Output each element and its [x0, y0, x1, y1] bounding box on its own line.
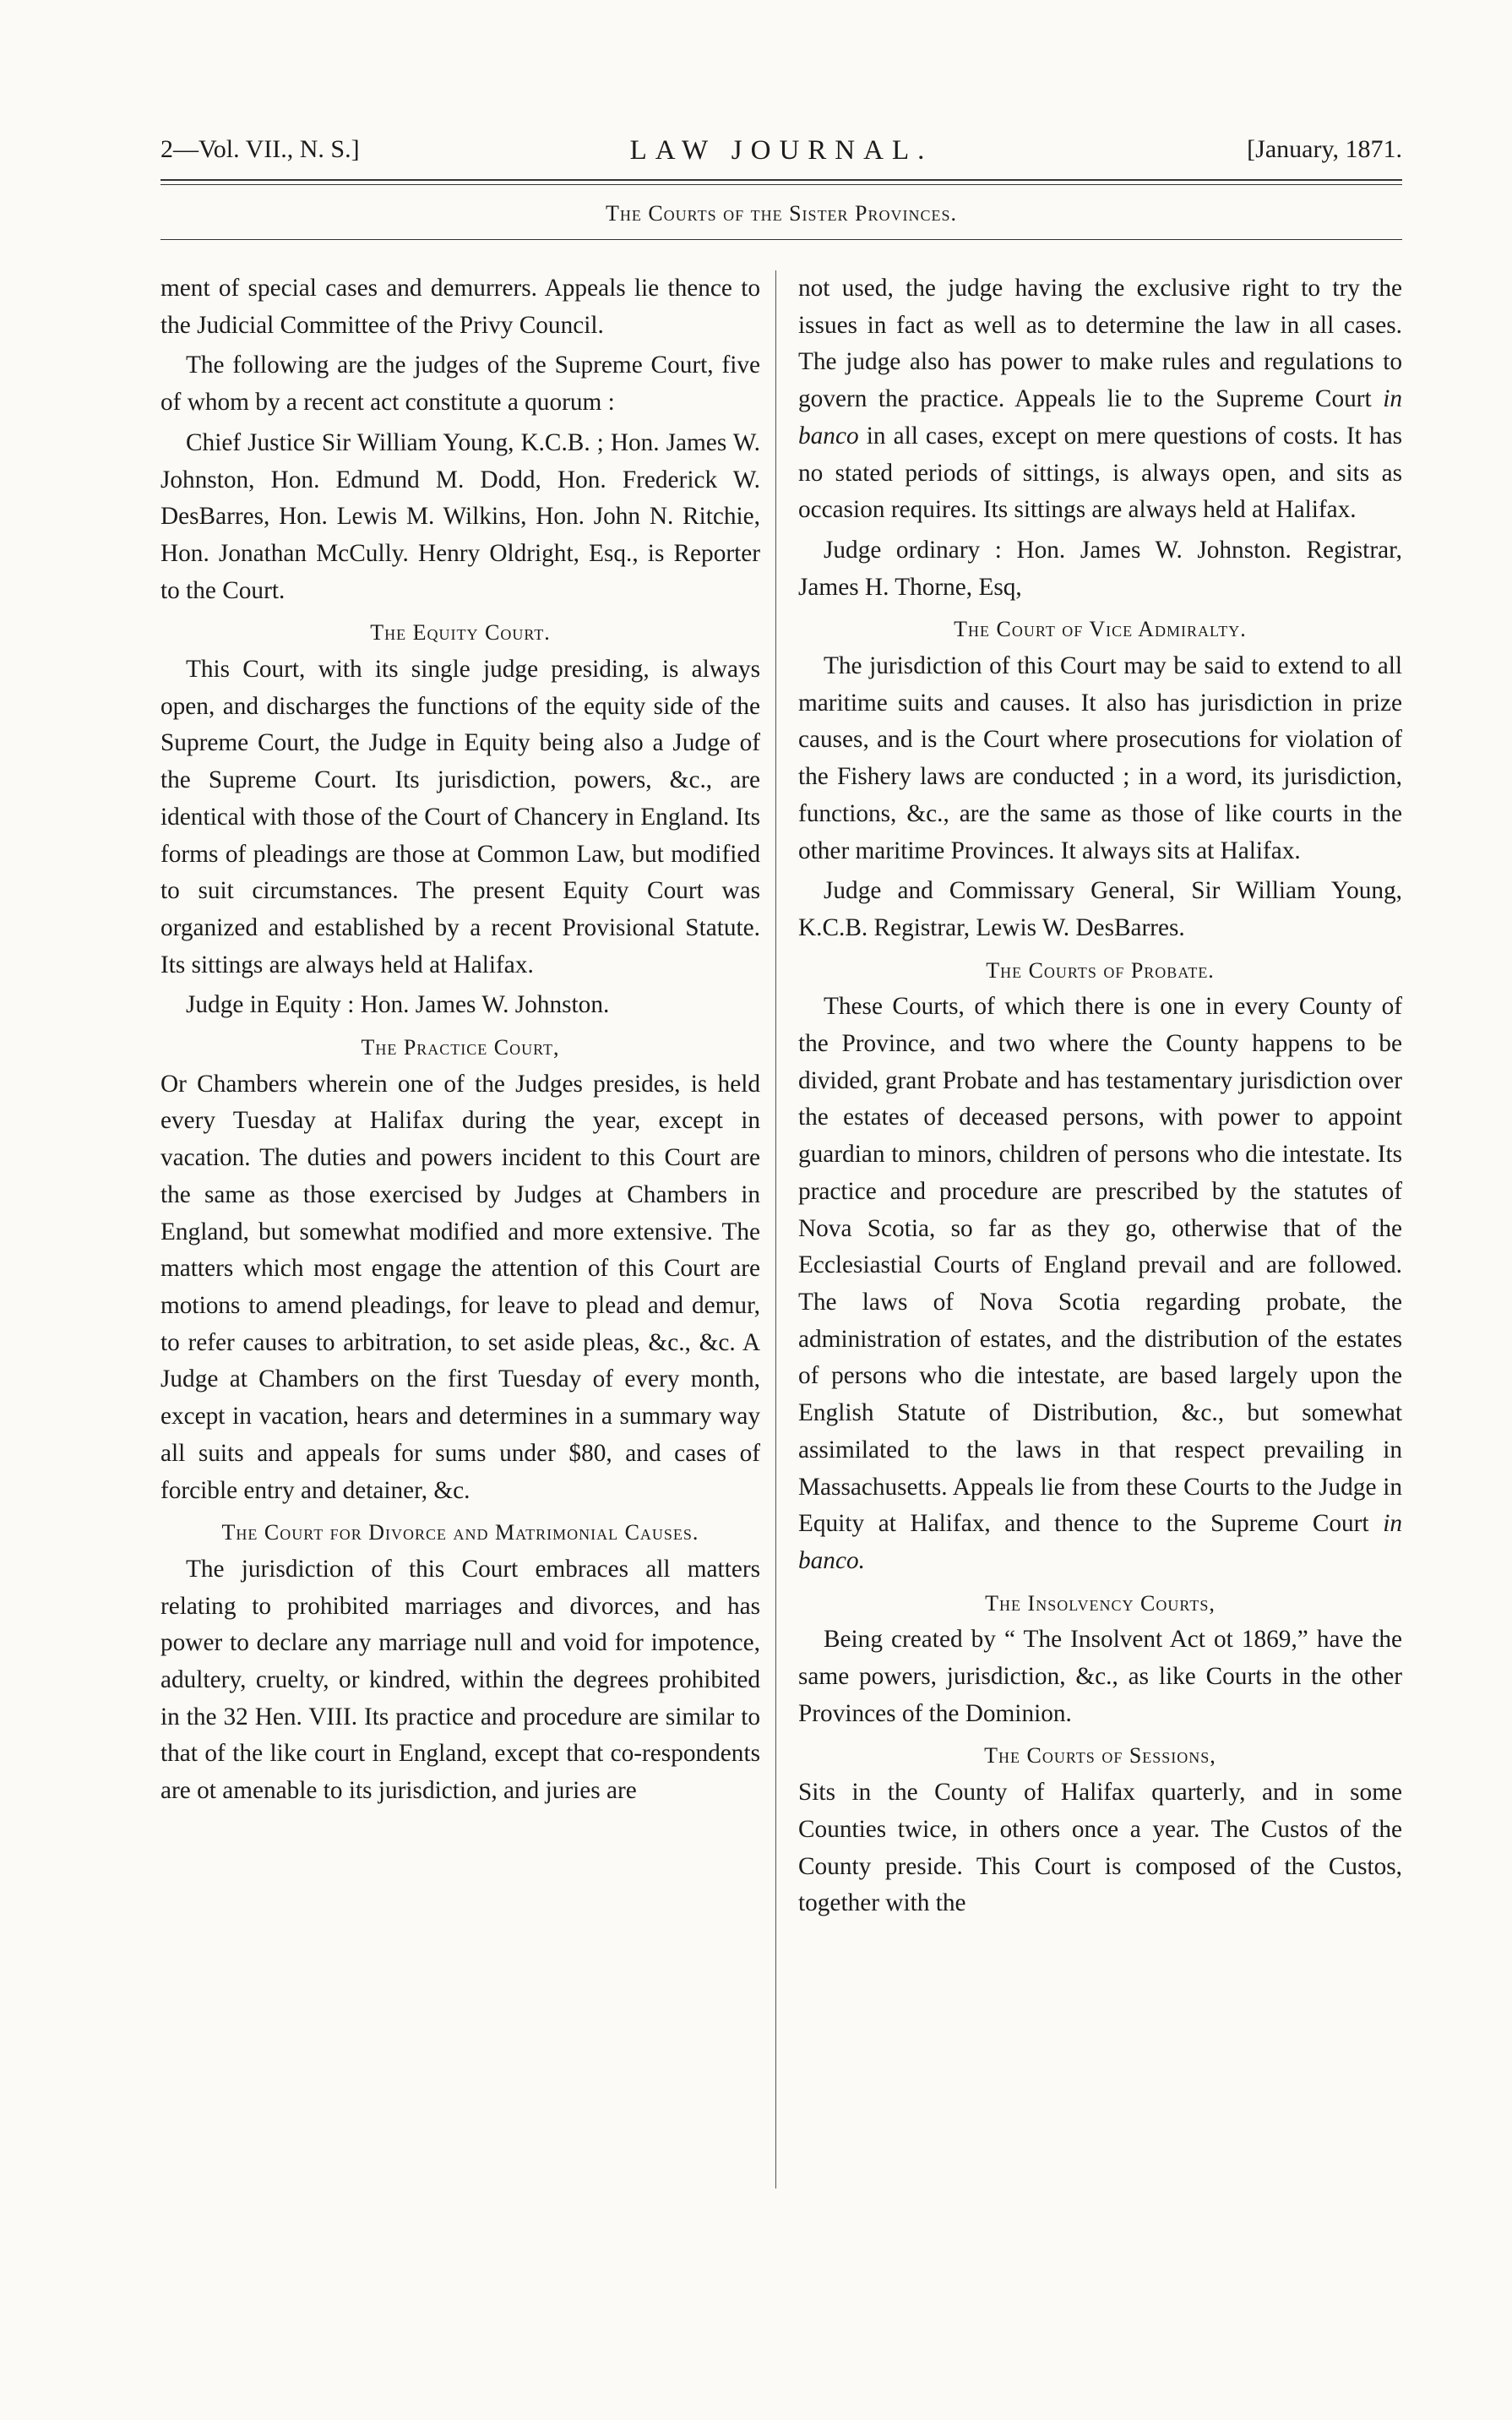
heading-equity-court: The Equity Court.	[370, 620, 551, 646]
paragraph: The following are the judges of the Supreme Court, five of whom by a recent act constitute a quorum :	[160, 352, 760, 417]
volume-number: 2—Vol. VII., N. S.]	[160, 135, 360, 163]
heading-practice-court: The Practice Court,	[361, 1035, 560, 1060]
paragraph	[798, 270, 1402, 529]
heading-divorce-court: The Court for Divorce and Matrimonial Causes.	[221, 1520, 699, 1545]
text-run: not used, the judge having the exclusive right to try the issues in fact as well as to determine the law in all cases. The judge also has power to make rules and regulations to govern the practice. Appeals lie to the Supreme Court	[798, 275, 1402, 413]
left-column	[160, 270, 760, 1810]
right-column	[798, 270, 1402, 1922]
text-run: These Courts, of which there is one in every County of the Province, and two where the County happens to be divided, grant Probate and has testamentary jurisdiction over the estates of deceased persons, with power to appoint guardian to minors, children of persons who die intestate. Its practice and procedure are prescribed by the statutes of Nova Scotia, so far as they go, otherwise that of the Ecclesiastial Courts of England prevail and are followed. The laws of Nova Scotia regarding probate, the administration of estates, and the distribution of the estates of persons who die intestate, are based largely upon the English Statute of Distribution, &c., but somewhat assimilated to the laws in that respect prevailing in Massachusetts. Appeals lie from these Courts to the Judge in Equity at Halifax, and thence to the Supreme Court	[798, 993, 1402, 1538]
paragraph	[798, 989, 1402, 1579]
heading-vice-admiralty: The Court of Vice Admiralty.	[954, 617, 1247, 642]
section-title: The Courts of the Sister Provinces.	[605, 201, 958, 226]
paragraph: ment of special cases and demurrers. Appeals lie thence to the Judicial Committee of the Privy Council.	[160, 275, 760, 339]
heading-probate-courts: The Courts of Probate.	[986, 957, 1215, 983]
heading-insolvency-courts: The Insolvency Courts,	[985, 1590, 1216, 1616]
paragraph: Judge ordinary : Hon. James W. Johnston. Registrar, James H. Thorne, Esq,	[798, 536, 1402, 601]
paragraph: Judge in Equity : Hon. James W. Johnston.	[186, 991, 610, 1019]
heading-sessions-courts: The Courts of Sessions,	[984, 1743, 1216, 1769]
paragraph: Sits in the County of Halifax quarterly, and in some Counties twice, in others once a year. The Custos of the County preside. This Court is composed of the Custos, together with the	[798, 1779, 1402, 1917]
header-rule-bottom	[160, 184, 1402, 185]
paragraph: This Court, with its single judge presiding, is always open, and discharges the functions of the equity side of the Supreme Court, the Judge in Equity being also a Judge of the Supreme Court. Its jurisdiction, powers, &c., are identical with those of the Court of Chancery in England. Its forms of pleadings are those at Common Law, but modified to suit circumstances. The present Equity Court was organized and established by a recent Provisional Statute. Its sittings are always held at Halifax.	[160, 656, 760, 978]
paragraph: Being created by “ The Insolvent Act ot 1869,” have the same powers, jurisdiction, &c., as like Courts in the other Provinces of the Dominion.	[798, 1626, 1402, 1727]
column-divider	[775, 270, 776, 2188]
text-run: in all cases, except on mere questions of costs. It has no stated periods of sittings, is always open, and sits as occasion requires. Its sittings are always held at Halifax.	[798, 422, 1402, 524]
paragraph: The jurisdiction of this Court embraces all matters relating to prohibited marriages and divorces, and has power to declare any marriage null and void for impotence, adultery, cruelty, or kindred, within the degrees prohibited in the 32 Hen. VIII. Its practice and procedure are similar to that of the like court in England, except that co-respondents are ot amenable to its jurisdiction, and juries are	[160, 1555, 760, 1805]
paragraph: The jurisdiction of this Court may be said to extend to all maritime suits and causes. It also has jurisdiction in prize causes, and is the Court where prosecutions for violation of the Fishery laws are conducted ; in a word, its jurisdiction, functions, &c., are the same as those of like courts in the other maritime Provinces. It always sits at Halifax.	[798, 652, 1402, 864]
header-rule-top	[160, 179, 1402, 181]
paragraph: Judge and Commissary General, Sir William Young, K.C.B. Registrar, Lewis W. DesBarres.	[798, 877, 1402, 941]
issue-date: [January, 1871.	[1247, 135, 1402, 163]
section-rule	[160, 239, 1402, 240]
italic-run: in banco	[798, 385, 1402, 450]
journal-title: LAW JOURNAL.	[629, 135, 933, 166]
running-head	[160, 135, 1402, 172]
italic-run: in banco.	[798, 1510, 1402, 1574]
paragraph: Or Chambers wherein one of the Judges presides, is held every Tuesday at Halifax during the year, except in vacation. The duties and powers incident to this Court are the same as those exercised by Judges at Chambers in England, but somewhat modified and more extensive. The matters which most engage the attention of this Court are motions to amend pleadings, for leave to plead and demur, to refer causes to arbitration, to set aside pleas, &c., &c. A Judge at Chambers on the first Tuesday of every month, except in vacation, hears and determines in a summary way all suits and appeals for sums under $80, and cases of forcible entry and detainer, &c.	[160, 1070, 760, 1504]
judges-list: Chief Justice Sir William Young, K.C.B. ; Hon. James W. Johnston, Hon. Edmund M. Dodd, Hon. Frederick W. DesBarres, Hon. Lewis M. Wilkins, Hon. John N. Ritchie, Hon. Jonathan McCully. Henry Oldright, Esq., is Reporter to the Court.	[160, 428, 760, 604]
